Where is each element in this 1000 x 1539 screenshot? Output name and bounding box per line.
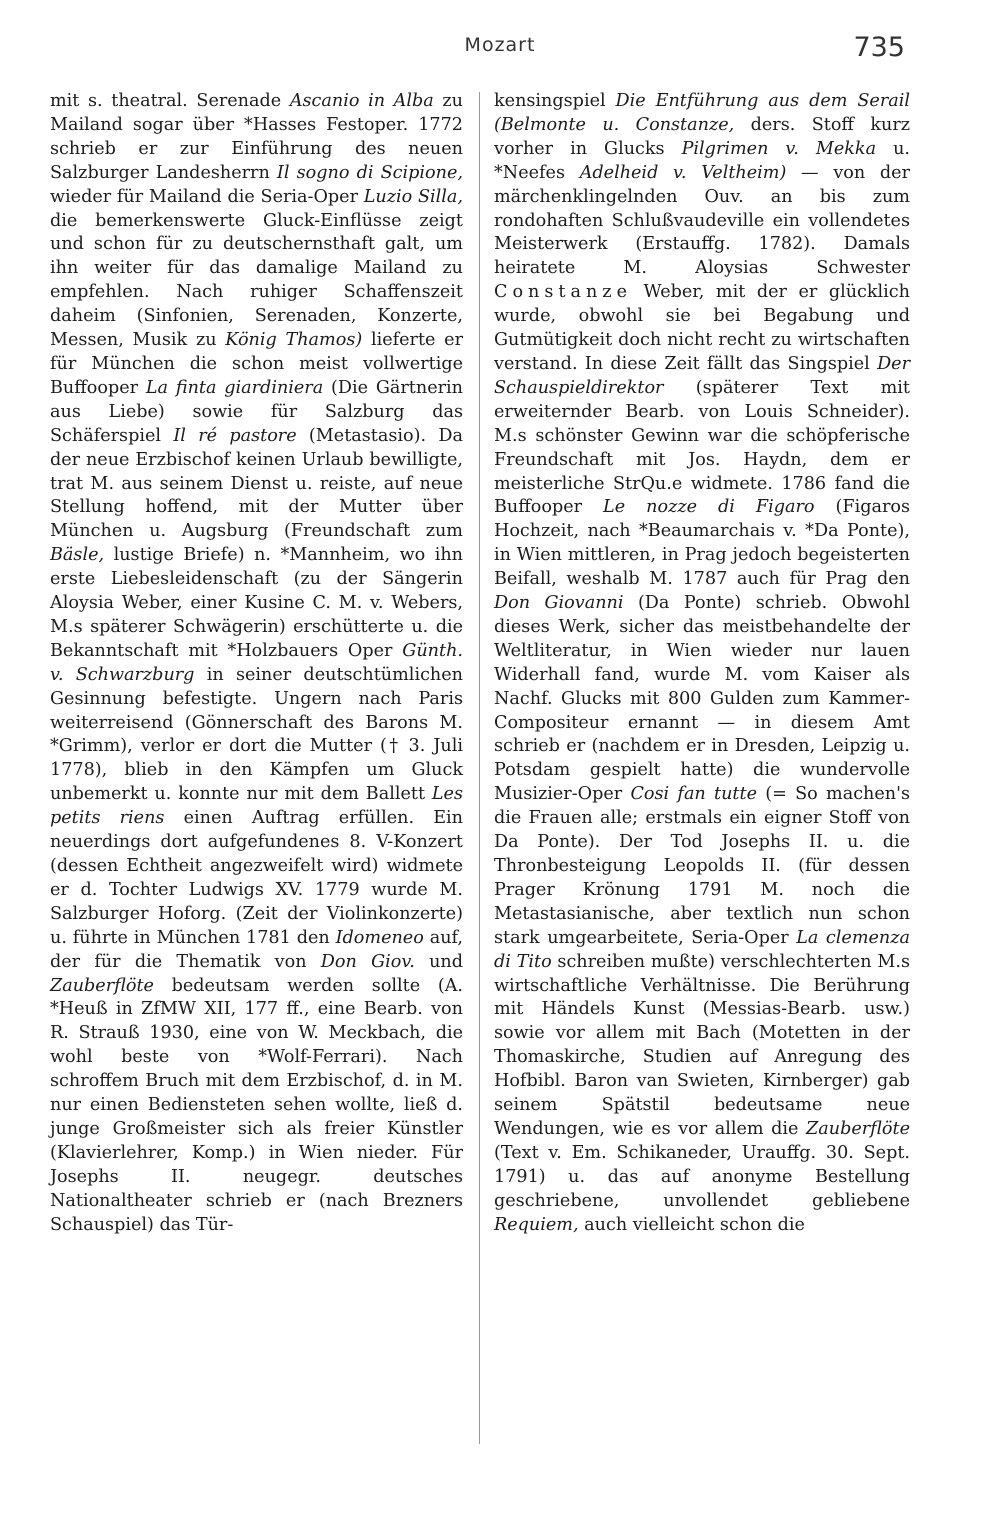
text-run: die bemerkenswerte Gluck-Einflüsse zeigt und schon für zu deutschernsthaft galt, um ihn weiter für das damalige Mailand zu empfehlen. Nach ruhiger Schaffenszeit daheim (Sinfonien, Serenaden, Konzerte, Messen, Musik zu (50, 210, 463, 351)
italic-title: Luzio Silla, (363, 186, 463, 207)
text-run: (späterer Text mit erweiternder Bearb. von Louis Schneider). M.s schönster Gewinn war die schöpferische Freundschaft mit Jos. Haydn, dem er meisterliche StrQu.e widmete. 1786 fand die Buffooper (494, 377, 910, 518)
text-run: einen Auftrag erfüllen. Ein neuerdings dort aufgefundenes 8. V-Konzert (dessen Echtheit angezweifelt wird) widmete er d. Tochter Ludwigs XV. 1779 wurde M. Salzburger Hoforg. (Zeit der Violinkonzerte) u. führte in München 1781 den (50, 808, 463, 948)
italic-title: Cosi fan tutte (630, 784, 757, 805)
italic-title: La finta giardiniera (145, 377, 324, 398)
spaced-name: Constanze (494, 282, 632, 303)
text-run: wieder für Mailand die Seria-Oper (50, 186, 364, 207)
italic-title: Requiem, (494, 1214, 579, 1235)
italic-title: König Thamos) (225, 330, 363, 351)
italic-title: Günth. v. Schwarzburg (50, 640, 463, 685)
text-run: auch vielleicht schon die (578, 1214, 805, 1235)
italic-title: Le nozze di Figaro (603, 497, 815, 518)
text-run: mit s. theatral. Serenade (50, 91, 290, 111)
text-run: lieferte er für München die schon meist vollwertige Buffooper (50, 330, 463, 398)
text-run: Weber, mit der er glücklich wurde, obwohl sie bei Begabung und Gutmütigkeit doch nicht recht zu wirtschaften verstand. In diese Zeit fällt das Singspiel (494, 282, 910, 374)
italic-title: Les petits riens (50, 784, 463, 829)
text-run: (= So machen's die Frauen alle; erstmals ein eigner Stoff von Da Ponte). Der Tod Josephs II. u. die Thronbesteigung Leopolds II. (für dessen Prager Krönung 1791 M. noch die Metastasianische, aber textlich nun schon stark umgearbeitete, Seria-Oper (494, 784, 910, 948)
text-run: ders. Stoff kurz vorher in Glucks (494, 114, 910, 159)
left-column (50, 90, 463, 1238)
right-column (494, 90, 910, 1238)
text-run: u. *Neefes (494, 138, 910, 183)
page-number: 735 (853, 32, 905, 63)
text-run: zu Mailand sogar über *Hasses Festoper. 1772 schrieb er zur Einführung des neuen Salzburger Landesherrn (50, 91, 463, 183)
italic-title: La clemenza di Tito (494, 927, 911, 972)
italic-title: Bäsle, (50, 545, 105, 566)
italic-title: Adelheid v. Veltheim) (579, 162, 787, 183)
text-run: (Metastasio). Da der neue Erzbischof keinen Urlaub bewilligte, trat M. aus seinem Dienst u. reiste, auf neue Stellung hoffend, mit der Mutter über München u. Augsburg (Freundschaft zum (50, 425, 463, 542)
column-divider (479, 92, 480, 1444)
text-run: bedeutsam werden sollte (A. *Heuß in ZfMW XII, 177 ff., eine Bearb. von R. Strauß 1930, eine von W. Meckbach, die wohl beste von *Wolf-Ferrari). Nach schroffem Bruch mit dem Erzbischof, d. in M. nur einen Bediensteten sehen wollte, ließ d. junge Großmeister sich als freier Künstler (Klavierlehrer, Komp.) in Wien nieder. Für Josephs II. neugegr. deutsches Nationaltheater schrieb er (nach Brezners Schauspiel) das Tür- (50, 975, 463, 1235)
text-run: (Figaros Hochzeit, nach *Beaumarchais v. *Da Ponte), in Wien mittleren, in Prag jedoch begeisterten Beifall, weshalb M. 1787 auch für Prag den (494, 497, 911, 590)
italic-title: Pilgrimen v. Mekka (681, 138, 877, 159)
italic-title: Zauberflöte (806, 1118, 910, 1139)
italic-title: Die Entführung aus dem Serail (Belmonte u. Constanze, (494, 91, 911, 135)
text-run: auf, der für die Thematik von (50, 927, 463, 972)
text-run: (Da Ponte) schrieb. Obwohl dieses Werk, sicher das meistbehandelte der Weltliteratur, in Wien wieder nur lauen Widerhall fand, wurde M. vom Kaiser als Nachf. Glucks mit 800 Gulden zum Kammer-Compositeur ernannt — in diesem Amt schrieb er (nachdem er in Dresden, Leipzig u. Potsdam gespielt hatte) die wundervolle Musizier-Oper (494, 593, 910, 805)
text-run: und (414, 951, 463, 972)
text-run: (Text v. Em. Schikaneder, Urauffg. 30. Sept. 1791) u. das auf anonyme Bestellung geschriebene, unvollendet gebliebene (494, 1142, 910, 1211)
running-head (0, 34, 1000, 74)
text-run: (Die Gärtnerin aus Liebe) sowie für Salzburg das Schäferspiel (50, 377, 463, 446)
text-run: in seiner deutschtümlichen Gesinnung befestigte. Ungern nach Paris weiterreisend (Gönnerschaft des Barons M. *Grimm), verlor er dort die Mutter († 3. Juli 1778), blieb in den Kämpfen um Gluck unbemerkt u. konnte nur mit dem Ballett (50, 664, 463, 805)
text-run: lustige Briefe) n. *Mannheim, wo ihn erste Liebesleidenschaft (zu der Sängerin Aloysia Weber, einer Kusine C. M. v. Webers, M.s späterer Schwägerin) erschütterte u. die Bekanntschaft mit *Holzbauers Oper (50, 545, 463, 661)
right-column-text (494, 90, 910, 1238)
italic-title: Il sogno di Scipione, (276, 162, 463, 183)
text-run: kensingspiel (494, 91, 616, 111)
italic-title: Ascanio in Alba (289, 91, 434, 111)
text-run: — von der märchenklingelnden Ouv. an bis zum rondohaften Schlußvaudeville ein vollendetes Meisterwerk (Erstauffg. 1782). Damals heiratete M. Aloysias Schwester (494, 162, 910, 279)
italic-title: Der Schauspieldirektor (494, 353, 910, 398)
italic-title: Don Giov. (320, 951, 415, 972)
italic-title: Zauberflöte (50, 975, 154, 996)
italic-title: Idomeneo (335, 927, 424, 948)
italic-title: Il ré pastore (173, 425, 297, 446)
text-run: schreiben mußte) verschlechterten M.s wirtschaftliche Verhältnisse. Die Berührung mit Händels Kunst (Messias-Bearb. usw.) sowie vor allem mit Bach (Motetten in der Thomaskirche, Studien auf Anregung des Hofbibl. Baron van Swieten, Kirnberger) gab seinem Spätstil bedeutsame neue Wendungen, wie es vor allem die (494, 951, 910, 1139)
italic-title: Don Giovanni (494, 593, 624, 614)
left-column-text (50, 90, 463, 1238)
running-title: Mozart (464, 34, 536, 56)
